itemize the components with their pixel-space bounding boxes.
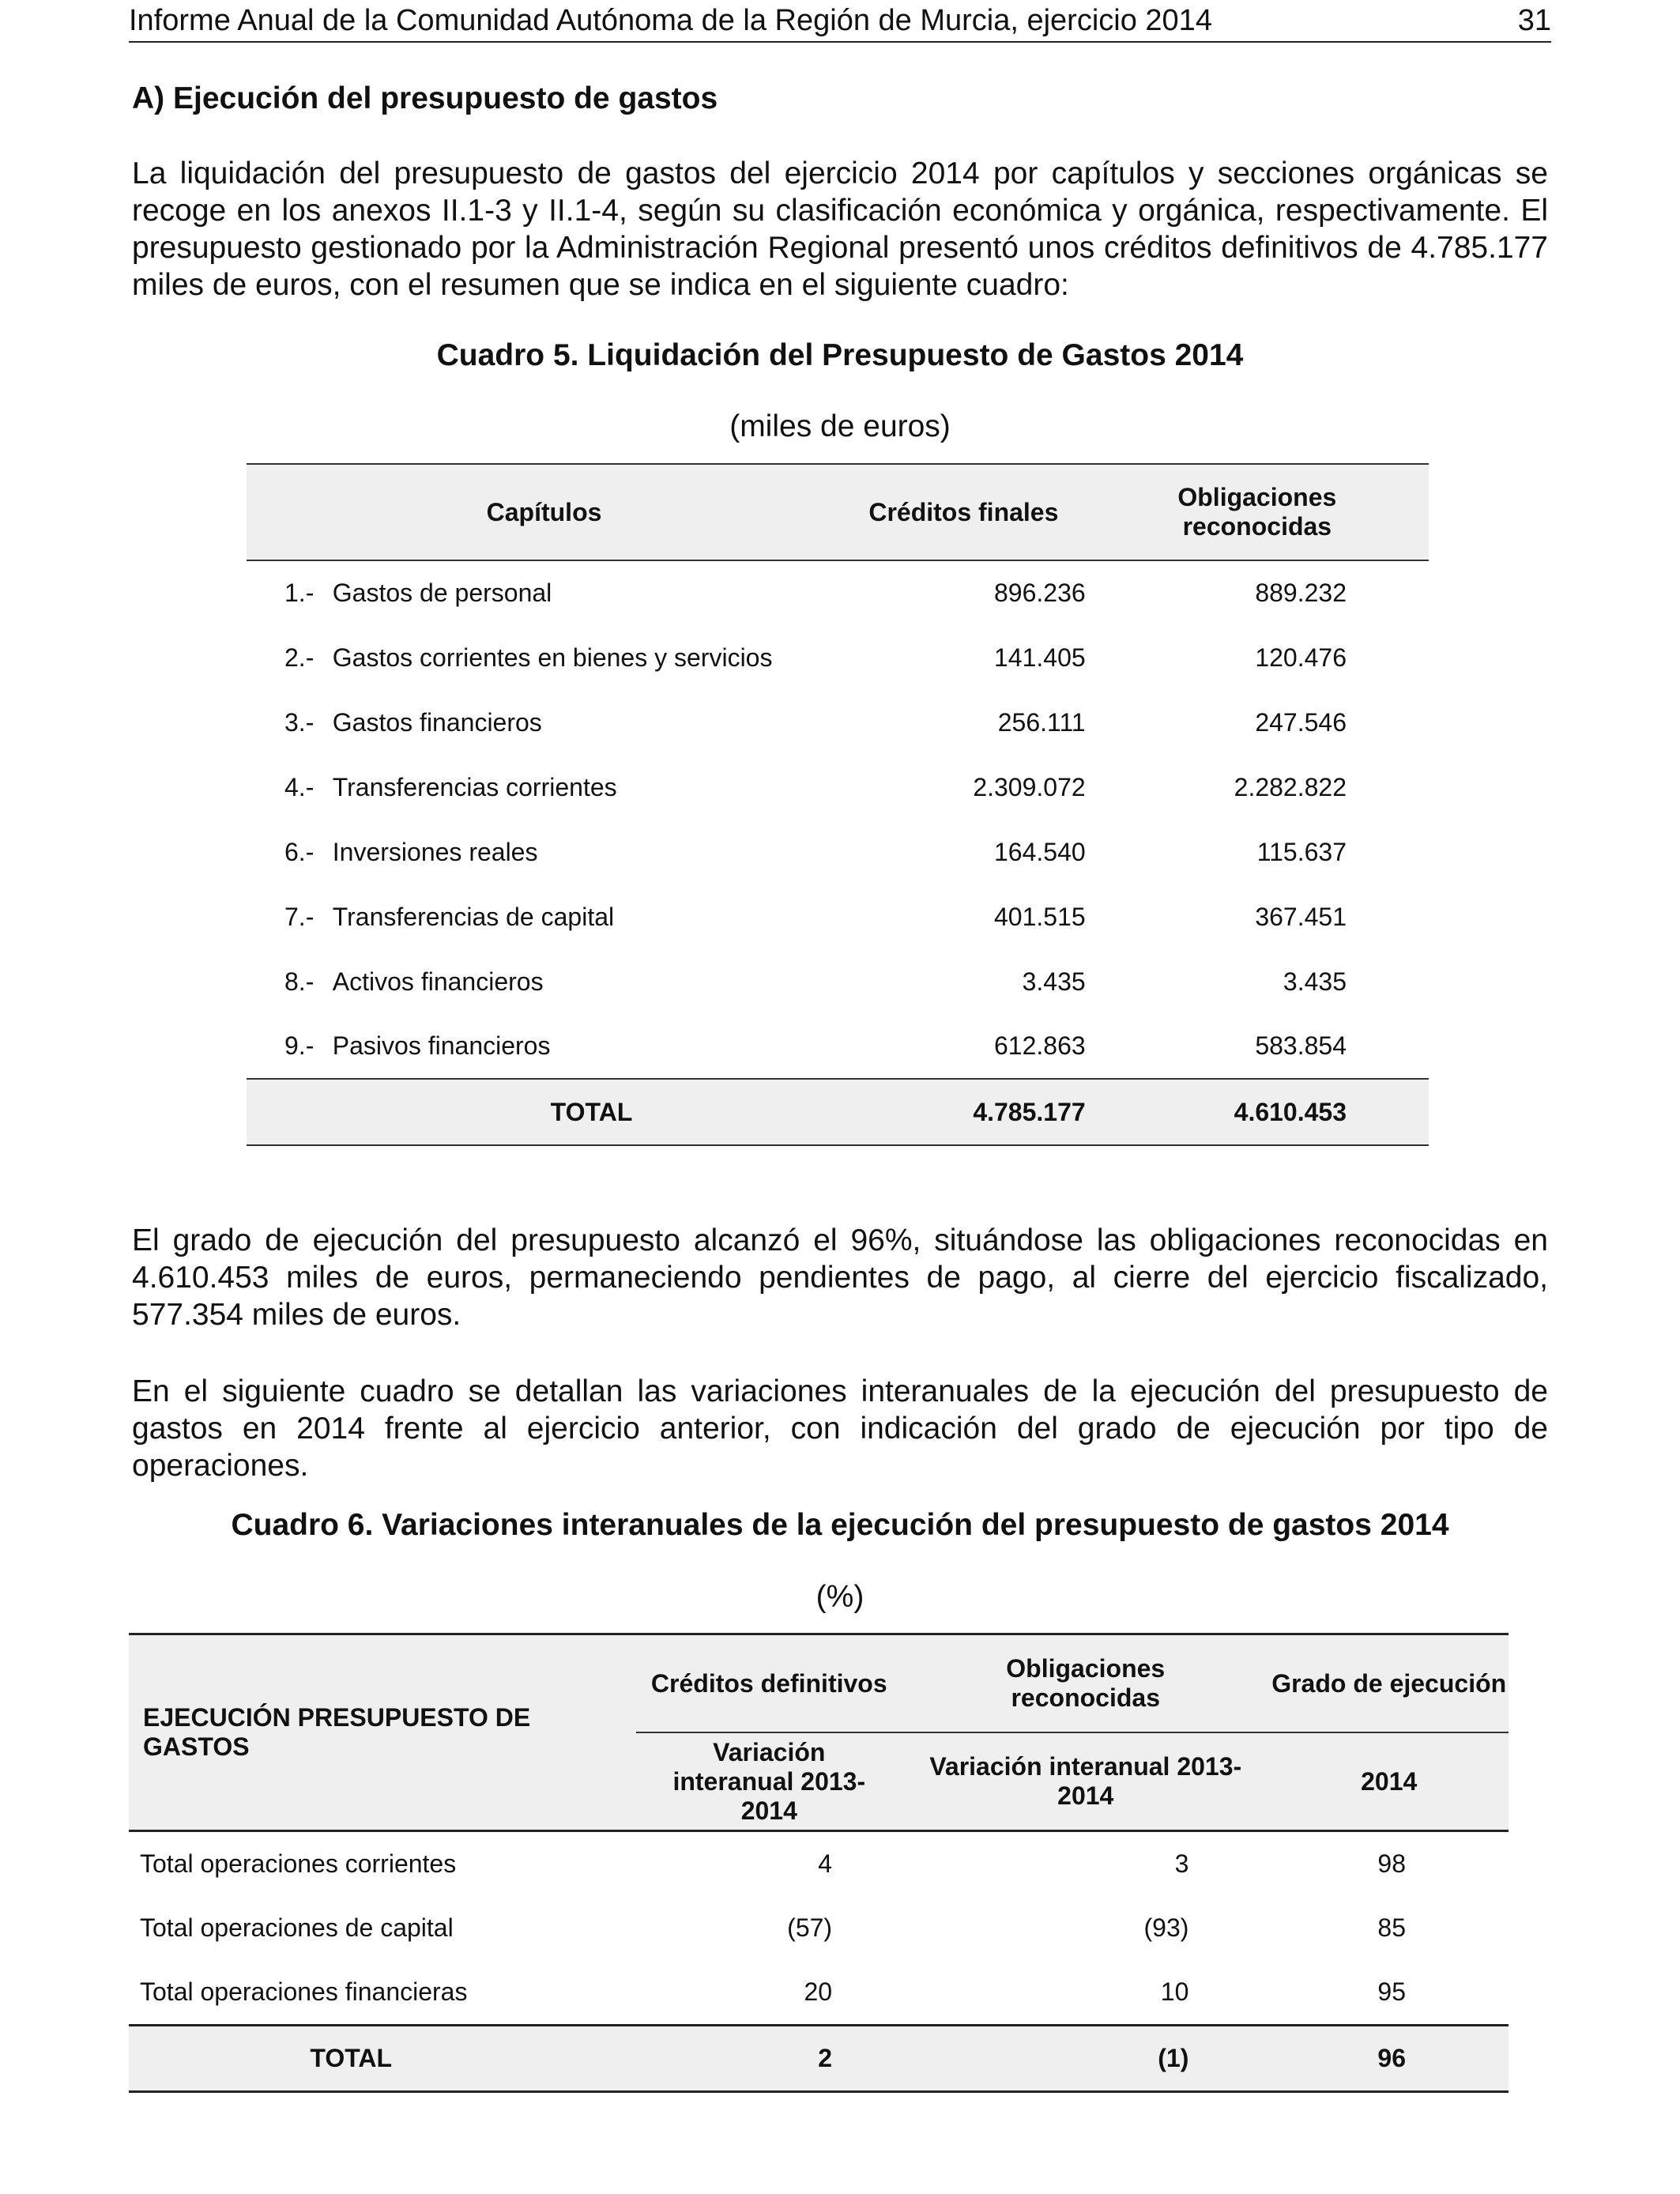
table5-cell-creditos: 401.515 bbox=[994, 902, 1086, 931]
table6-title: Cuadro 6. Variaciones interanuales de la ejecución del presupuesto de gastos 2014 bbox=[231, 1508, 1449, 1542]
table5-cell-label: Gastos corrientes en bienes y servicios bbox=[332, 643, 773, 672]
table5-cell-obligaciones: 247.546 bbox=[1255, 707, 1347, 737]
table6-cell-grado: 98 bbox=[1377, 1849, 1406, 1878]
table5-title: Cuadro 5. Liquidación del Presupuesto de Gastos 2014 bbox=[436, 338, 1244, 372]
table6-cell-obligaciones: 10 bbox=[1160, 1977, 1189, 2007]
table5-cell-label: Inversiones reales bbox=[332, 837, 538, 866]
table6-header-variacion-obligaciones: Variación interanual 2013-2014 bbox=[902, 1732, 1269, 1831]
table-row bbox=[129, 1961, 1509, 2026]
page-header bbox=[129, 0, 1551, 43]
paragraph-intro: La liquidación del presupuesto de gastos del ejercicio 2014 por capítulos y secciones orgánicas se recoge en los anexos II.1-3 y II.1-4, según su clasificación económica y orgánica, respectivamente. El presupuesto gestionado por la Administración Regional presentó unos créditos definitivos de 4.785.177 miles de euros, con el resumen que se indica en el siguiente cuadro: bbox=[132, 156, 1548, 302]
section-title: A) Ejecución del presupuesto de gastos bbox=[132, 81, 718, 115]
table6-header-variacion-creditos: Variación interanual 2013-2014 bbox=[636, 1732, 902, 1831]
table5-total-creditos: 4.785.177 bbox=[842, 1079, 1086, 1145]
table-row bbox=[129, 1896, 1509, 1961]
table5-cell-label: Gastos financieros bbox=[332, 707, 542, 737]
table6-header-row-1 bbox=[129, 1634, 1509, 1733]
table5-liquidacion bbox=[247, 463, 1429, 1146]
table5-header-capitulos: Capítulos bbox=[247, 464, 842, 560]
table5-cell-num: 3.- bbox=[284, 707, 315, 737]
table5-header-creditos: Créditos finales bbox=[842, 464, 1086, 560]
table5-cell-num: 2.- bbox=[284, 643, 315, 672]
table6-variaciones bbox=[129, 1633, 1509, 2093]
table5-cell-obligaciones: 2.282.822 bbox=[1234, 772, 1347, 801]
table5-cell-creditos: 141.405 bbox=[994, 643, 1086, 672]
table5-header-row bbox=[247, 464, 1429, 560]
table-row bbox=[247, 690, 1429, 755]
table5-cell-obligaciones: 367.451 bbox=[1255, 902, 1347, 931]
table-row bbox=[247, 755, 1429, 820]
table5-cell-creditos: 3.435 bbox=[1022, 967, 1086, 996]
table5-total-label: TOTAL bbox=[247, 1079, 842, 1145]
table6-cell-grado: 85 bbox=[1377, 1913, 1406, 1942]
table5-total-obligaciones: 4.610.453 bbox=[1086, 1079, 1429, 1145]
table6-header-obligaciones: Obligaciones reconocidas bbox=[902, 1634, 1269, 1733]
table6-header-grado: Grado de ejecución bbox=[1269, 1634, 1509, 1733]
table6-total-label: TOTAL bbox=[129, 2026, 636, 2092]
table6-cell-label: Total operaciones financieras bbox=[140, 1977, 468, 2007]
table-row bbox=[247, 560, 1429, 625]
table5-cell-num: 9.- bbox=[284, 1031, 315, 1060]
paragraph-variaciones: En el siguiente cuadro se detallan las variaciones interanuales de la ejecución del presupuesto de gastos en 2014 frente al ejercicio anterior, con indicación del grado de ejecución por tipo de operaciones. bbox=[132, 1374, 1548, 1483]
table5-cell-num: 7.- bbox=[284, 902, 315, 931]
table5-cell-creditos: 612.863 bbox=[994, 1031, 1086, 1060]
table5-cell-label: Pasivos financieros bbox=[332, 1031, 551, 1060]
table-row bbox=[247, 1014, 1429, 1079]
table6-header-creditos: Créditos definitivos bbox=[636, 1634, 902, 1733]
table6-total-row bbox=[129, 2026, 1509, 2092]
header-title: Informe Anual de la Comunidad Autónoma de la Región de Murcia, ejercicio 2014 bbox=[129, 4, 1212, 37]
table-row bbox=[247, 820, 1429, 884]
table-row bbox=[129, 1831, 1509, 1896]
table6-total-creditos: 2 bbox=[636, 2026, 902, 2092]
table6-cell-label: Total operaciones corrientes bbox=[140, 1849, 457, 1878]
table5-cell-obligaciones: 115.637 bbox=[1256, 837, 1347, 866]
table5-cell-label: Transferencias de capital bbox=[332, 902, 615, 931]
table5-unit: (miles de euros) bbox=[729, 409, 951, 443]
table5-cell-num: 6.- bbox=[284, 837, 315, 866]
table6-cell-obligaciones: (93) bbox=[1143, 1913, 1189, 1942]
table6-header-year: 2014 bbox=[1269, 1732, 1509, 1831]
table6-unit: (%) bbox=[816, 1580, 864, 1614]
table6-cell-creditos: 4 bbox=[818, 1849, 833, 1878]
table5-cell-num: 4.- bbox=[284, 772, 315, 801]
paragraph-grado-ejecucion: El grado de ejecución del presupuesto alcanzó el 96%, situándose las obligaciones reconocidas en 4.610.453 miles de euros, permaneciendo pendientes de pago, al cierre del ejercicio fiscalizado, 577.354 miles de euros. bbox=[132, 1223, 1548, 1332]
table5-cell-obligaciones: 120.476 bbox=[1255, 643, 1347, 672]
table5-total-row bbox=[247, 1079, 1429, 1145]
table5-cell-creditos: 2.309.072 bbox=[973, 772, 1086, 801]
table5-cell-label: Gastos de personal bbox=[332, 579, 552, 607]
table5-cell-label: Activos financieros bbox=[332, 967, 544, 996]
table-row bbox=[247, 884, 1429, 949]
table6-header-ejecucion: EJECUCIÓN PRESUPUESTO DE GASTOS bbox=[129, 1634, 636, 1831]
table6-cell-grado: 95 bbox=[1377, 1977, 1406, 2007]
table5-cell-num: 1.- bbox=[284, 579, 315, 607]
table6-total-obligaciones: (1) bbox=[902, 2026, 1269, 2092]
table5-cell-creditos: 896.236 bbox=[994, 579, 1086, 607]
table5-cell-creditos: 164.540 bbox=[994, 837, 1086, 866]
table5-cell-obligaciones: 583.854 bbox=[1255, 1031, 1347, 1060]
table6-total-grado: 96 bbox=[1269, 2026, 1509, 2092]
table5-cell-obligaciones: 889.232 bbox=[1255, 579, 1347, 607]
table5-cell-num: 8.- bbox=[284, 967, 315, 996]
table-row bbox=[247, 949, 1429, 1014]
table5-cell-creditos: 256.111 bbox=[997, 707, 1086, 737]
page-number: 31 bbox=[1517, 4, 1551, 37]
table-row bbox=[247, 625, 1429, 690]
table6-cell-creditos: 20 bbox=[804, 1977, 833, 2007]
table6-cell-creditos: (57) bbox=[787, 1913, 833, 1942]
table5-cell-label: Transferencias corrientes bbox=[332, 772, 617, 801]
table6-cell-obligaciones: 3 bbox=[1174, 1849, 1189, 1878]
table5-header-obligaciones: Obligaciones reconocidas bbox=[1086, 464, 1429, 560]
table6-cell-label: Total operaciones de capital bbox=[140, 1913, 454, 1942]
table5-cell-obligaciones: 3.435 bbox=[1283, 967, 1347, 996]
